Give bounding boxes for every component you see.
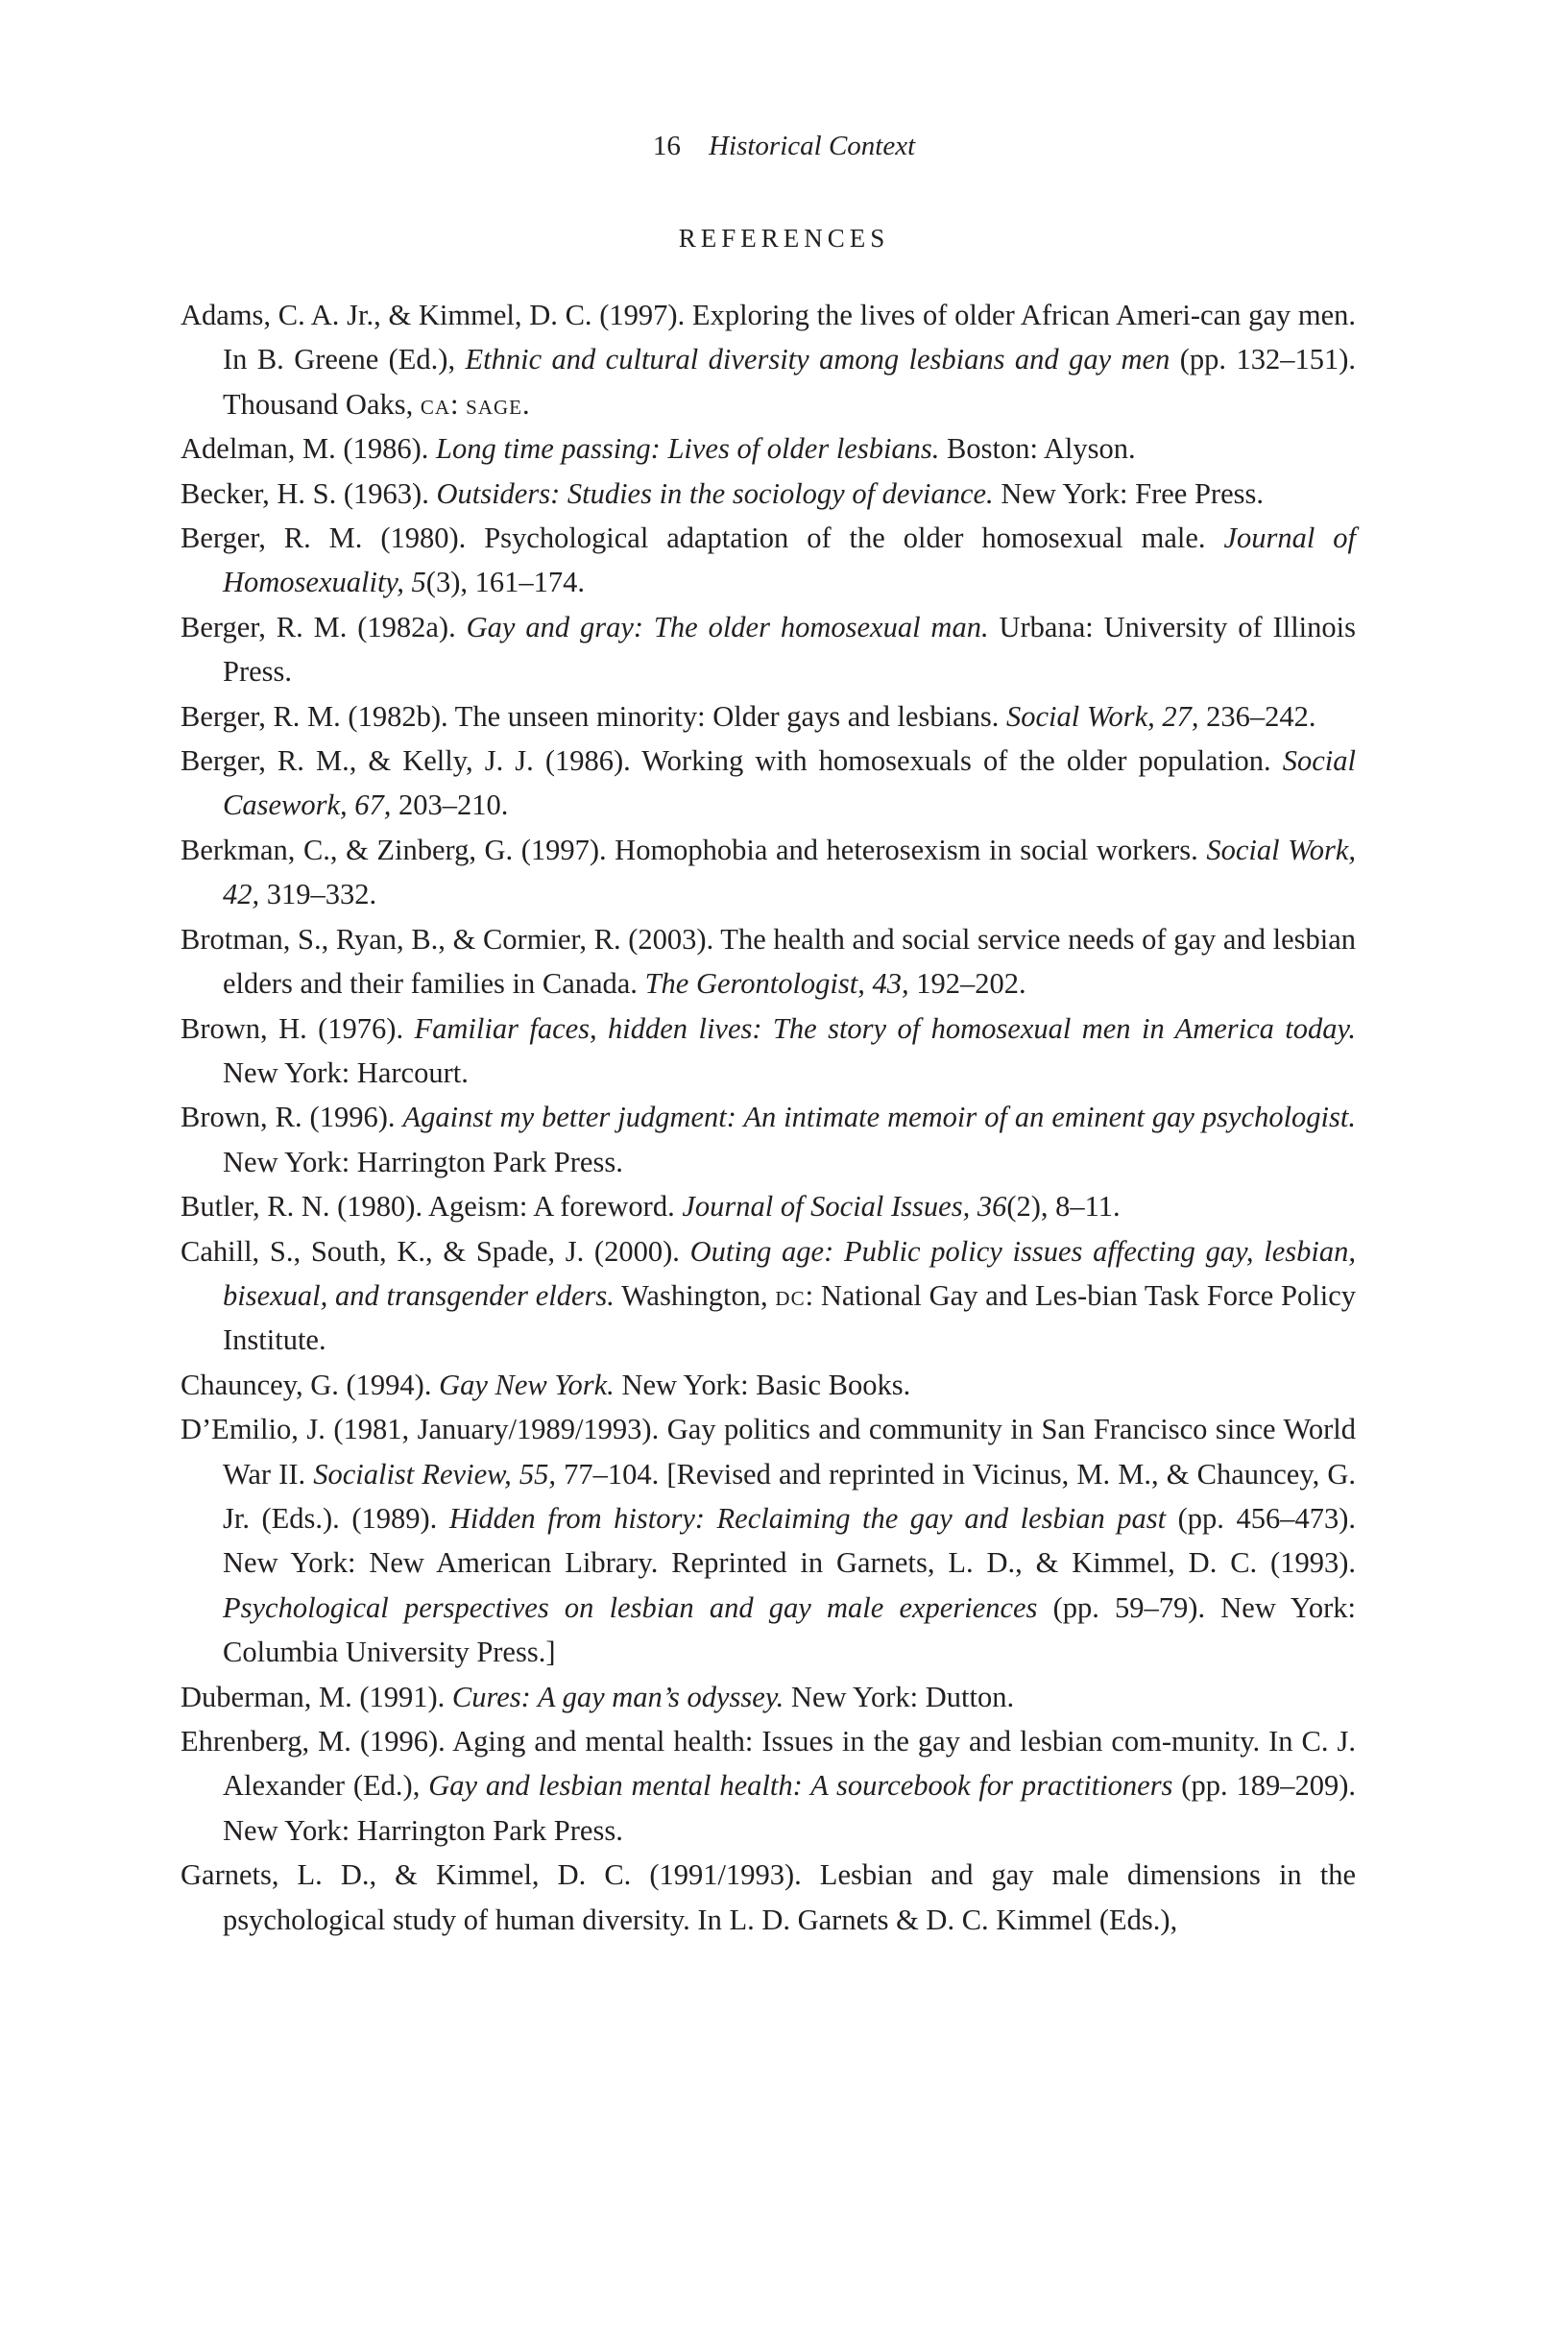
reference-text: (pp. 456–473). New York: New American Library. Reprinted in Garnets, L. D., & Kimmel, D. C. (1993). bbox=[223, 1501, 1356, 1580]
reference-text: . bbox=[522, 387, 530, 421]
reference-text: Butler, R. N. (1980). Ageism: A foreword. bbox=[181, 1190, 683, 1224]
reference-title-italic: Social Work, 27, bbox=[1005, 699, 1199, 733]
reference-title-italic: Psychological perspectives on lesbian and gay male experiences bbox=[223, 1590, 1038, 1624]
reference-entry bbox=[181, 1095, 1356, 1184]
reference-entry bbox=[181, 739, 1356, 828]
reference-text: Boston: Alyson. bbox=[939, 432, 1136, 466]
reference-text: New York: Harcourt. bbox=[223, 1055, 469, 1089]
reference-title-italic: Hidden from history: Reclaiming the gay and lesbian past bbox=[448, 1501, 1167, 1535]
running-title: Historical Context bbox=[709, 131, 916, 161]
reference-title-italic: Familiar faces, hidden lives: The story of homosexual men in America today. bbox=[414, 1011, 1356, 1045]
reference-text: Berger, R. M., & Kelly, J. J. (1986). Working with homosexuals of the older population. bbox=[181, 744, 1283, 778]
reference-text: Brotman, S., Ryan, B., & Cormier, R. (2003). The health and social service needs of gay and lesbian elders and their families in Canada. bbox=[181, 922, 1356, 1001]
reference-text: (pp. 189–209). New York: Harrington Park Press. bbox=[223, 1769, 1356, 1847]
reference-title-italic: Against my better judgment: An intimate memoir of an eminent gay psychologist. bbox=[402, 1101, 1356, 1134]
reference-text: Berger, R. M. (1982a). bbox=[181, 610, 467, 643]
reference-title-italic: Gay and lesbian mental health: A sourcebook for practitioners bbox=[428, 1769, 1173, 1803]
reference-text: Cahill, S., South, K., & Spade, J. (2000). bbox=[181, 1234, 690, 1268]
reference-entry bbox=[181, 1363, 1356, 1407]
reference-title-italic: Journal of Homosexuality, 5 bbox=[223, 521, 1357, 599]
reference-text: : National Gay and Les-bian Task Force Policy Institute. bbox=[223, 1278, 1356, 1357]
reference-smallcaps: dc bbox=[775, 1278, 806, 1312]
reference-text: New York: Basic Books. bbox=[614, 1368, 911, 1401]
reference-entry bbox=[181, 293, 1356, 426]
reference-list bbox=[181, 293, 1356, 1942]
reference-text: Berger, R. M. (1980). Psychological adaptation of the older homosexual male. bbox=[181, 521, 1224, 555]
reference-text: 192–202. bbox=[908, 967, 1026, 1001]
reference-text: : bbox=[450, 387, 467, 421]
reference-text: Brown, R. (1996). bbox=[181, 1101, 403, 1134]
reference-text: (3), 161–174. bbox=[425, 566, 585, 599]
reference-title-italic: Journal of Social Issues, 36 bbox=[682, 1190, 1007, 1224]
reference-entry bbox=[181, 472, 1356, 516]
reference-text: 319–332. bbox=[259, 878, 377, 911]
reference-title-italic: Social Casework, 67, bbox=[223, 744, 1356, 822]
reference-text: D’Emilio, J. (1981, January/1989/1993). Gay politics and community in San Francisco since World War II. bbox=[181, 1413, 1356, 1491]
reference-entry bbox=[181, 1675, 1356, 1719]
reference-entry bbox=[181, 426, 1356, 471]
reference-entry bbox=[181, 516, 1356, 605]
reference-title-italic: Cures: A gay man’s odyssey. bbox=[451, 1680, 784, 1713]
reference-title-italic: Gay New York. bbox=[439, 1368, 615, 1401]
reference-entry bbox=[181, 828, 1356, 917]
reference-entry bbox=[181, 605, 1356, 694]
reference-text: Brown, H. (1976). bbox=[181, 1011, 415, 1045]
reference-text: Garnets, L. D., & Kimmel, D. C. (1991/1993). Lesbian and gay male dimensions in the psychological study of human diversity. In L. D. Garnets & D. C. Kimmel (Eds.), bbox=[181, 1858, 1356, 1936]
reference-title-italic: Outsiders: Studies in the sociology of deviance. bbox=[436, 476, 994, 510]
reference-smallcaps: ca bbox=[420, 387, 451, 421]
reference-entry bbox=[181, 1719, 1356, 1853]
section-title: REFERENCES bbox=[678, 224, 890, 253]
reference-text: (pp. 59–79). New York: Columbia University Press.] bbox=[223, 1590, 1356, 1669]
reference-text: Washington, bbox=[614, 1278, 776, 1312]
reference-text: New York: Free Press. bbox=[993, 476, 1264, 510]
reference-text: (pp. 132–151). Thousand Oaks, bbox=[223, 343, 1356, 421]
reference-text: Berkman, C., & Zinberg, G. (1997). Homophobia and heterosexism in social workers. bbox=[181, 833, 1207, 866]
reference-text: Chauncey, G. (1994). bbox=[181, 1368, 440, 1401]
reference-title-italic: Socialist Review, 55, bbox=[313, 1457, 557, 1491]
reference-text: 203–210. bbox=[391, 788, 509, 822]
reference-text: Urbana: University of Illinois Press. bbox=[223, 610, 1356, 689]
reference-text: New York: Dutton. bbox=[784, 1680, 1015, 1713]
reference-entry bbox=[181, 1853, 1356, 1942]
reference-title-italic: Ethnic and cultural diversity among lesbians and gay men bbox=[465, 343, 1170, 376]
reference-title-italic: Gay and gray: The older homosexual man. bbox=[466, 610, 989, 643]
reference-title-italic: Long time passing: Lives of older lesbians. bbox=[435, 432, 940, 466]
reference-text: (2), 8–11. bbox=[1006, 1190, 1121, 1224]
reference-title-italic: Outing age: Public policy issues affecting gay, lesbian, bisexual, and transgender elders. bbox=[223, 1234, 1357, 1312]
reference-title-italic: Social Work, 42, bbox=[223, 833, 1357, 911]
reference-text: 77–104. [Revised and reprinted in Vicinus, M. M., & Chauncey, G. Jr. (Eds.). (1989). bbox=[223, 1457, 1356, 1535]
reference-text: Duberman, M. (1991). bbox=[181, 1680, 452, 1713]
reference-text: Berger, R. M. (1982b). The unseen minority: Older gays and lesbians. bbox=[181, 699, 1006, 733]
running-head bbox=[0, 127, 1568, 165]
reference-entry bbox=[181, 1184, 1356, 1228]
reference-entry bbox=[181, 1229, 1356, 1363]
reference-text: 236–242. bbox=[1198, 699, 1316, 733]
reference-entry bbox=[181, 1407, 1356, 1674]
reference-text: Ehrenberg, M. (1996). Aging and mental health: Issues in the gay and lesbian com-munity. In C. J. Alexander (Ed.), bbox=[181, 1725, 1356, 1803]
page-number: 16 bbox=[652, 131, 681, 161]
reference-text: Becker, H. S. (1963). bbox=[181, 476, 437, 510]
reference-entry bbox=[181, 694, 1356, 739]
reference-smallcaps: sage bbox=[466, 387, 522, 421]
reference-entry bbox=[181, 1006, 1356, 1096]
reference-text: Adams, C. A. Jr., & Kimmel, D. C. (1997). Exploring the lives of older African Ameri-can gay men. In B. Greene (Ed.), bbox=[181, 299, 1356, 376]
reference-entry bbox=[181, 917, 1356, 1006]
reference-title-italic: The Gerontologist, 43, bbox=[644, 967, 909, 1001]
reference-text: New York: Harrington Park Press. bbox=[223, 1145, 623, 1178]
reference-text: Adelman, M. (1986). bbox=[181, 432, 436, 466]
